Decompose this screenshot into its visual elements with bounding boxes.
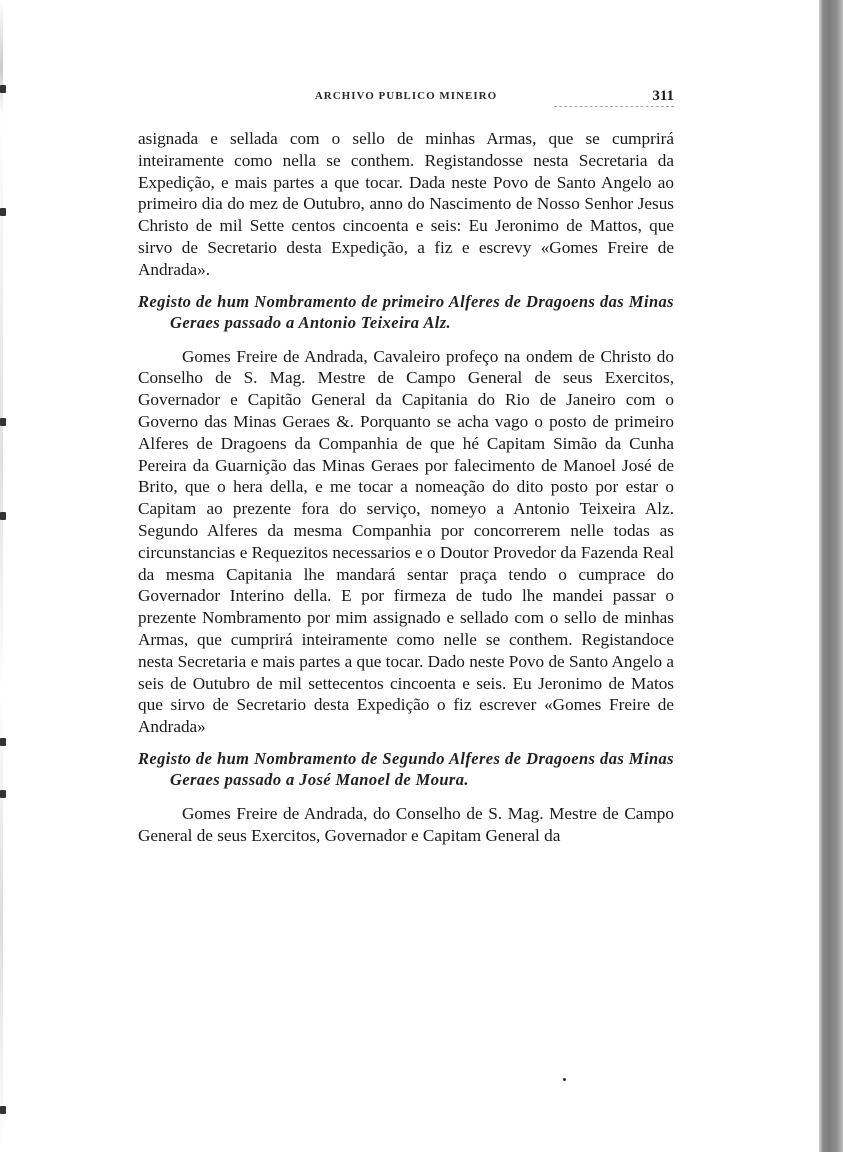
section-heading: Registo de hum Nombramento de Segundo Alferes de Dragoens das Minas Geraes passado a José Manoel de Moura.	[138, 748, 674, 790]
paragraph: Gomes Freire de Andrada, do Conselho de S. Mag. Mestre de Campo General de seus Exercitos, Governador e Capitam General da	[138, 803, 674, 845]
scan-mark	[0, 790, 6, 798]
scan-mark	[0, 738, 6, 746]
page-left-edge	[0, 0, 3, 1152]
scan-mark	[0, 208, 6, 216]
scan-mark	[0, 1106, 6, 1114]
book-binding-edge	[819, 0, 843, 1152]
page-header	[138, 88, 674, 108]
running-title: ARCHIVO PUBLICO MINEIRO	[314, 90, 498, 102]
paragraph: asignada e sellada com o sello de minhas Armas, que se cumprirá inteiramente como nella se conthem. Registandosse nesta Secretaria da Expedição, e mais partes a que tocar. Dada neste Povo de Santo Angelo ao primeiro dia do mez de Outubro, anno do Nascimento de Nosso Senhor Jesus Christo de mil Sette centos cincoenta e seis: Eu Jeronimo de Mattos, que sirvo de Secretario desta Expedição, a fiz e escrevy «Gomes Freire de Andrada».	[138, 129, 674, 279]
scan-mark	[0, 85, 6, 93]
print-speck	[563, 1078, 566, 1081]
page-body	[138, 128, 674, 847]
section-heading: Registo de hum Nombramento de primeiro Alferes de Dragoens das Minas Geraes passado a Antonio Teixeira Alz.	[138, 291, 674, 333]
page-number: 311	[652, 88, 674, 104]
scan-mark	[0, 418, 6, 426]
paragraph: Gomes Freire de Andrada, Cavaleiro profeço na ondem de Christo do Conselho de S. Mag. Mestre de Campo General de seus Exercitos, Governador e Capitão General da Capitania do Rio de Janeiro com o Governo das Minas Geraes &. Porquanto se acha vago o posto de primeiro Alferes de Dragoens da Companhia de que hé Capitam Simão da Cunha Pereira da Guarnição das Minas Geraes por falecimento de Manoel José de Brito, que o hera della, e me tocar a nomeação do dito posto por estar o Capitam ao prezente fora do serviço, nomeyo a Antonio Teixeira Alz. Segundo Alferes da mesma Companhia por concorrerem nelle todas as circunstancias e Requezitos necessarios e o Doutor Provedor da Fazenda Real da mesma Capitania lhe mandará sentar praça tendo o cumprace do Governador Interino della. E por firmeza de tudo lhe mandei passar o prezente Nombramento por mim assignado e sellado com o sello de minhas Armas, que cumprirá inteiramente como nelle se conthem. Registandoce nesta Secretaria e mais partes a que tocar. Dado neste Povo de Santo Angelo a seis de Outubro de mil settecentos cincoenta e seis. Eu Jeronimo de Matos que sirvo de Secretario desta Expedição o fiz escrever «Gomes Freire de Andrada»	[138, 346, 674, 737]
header-rule	[554, 106, 674, 107]
scan-mark	[0, 512, 6, 520]
